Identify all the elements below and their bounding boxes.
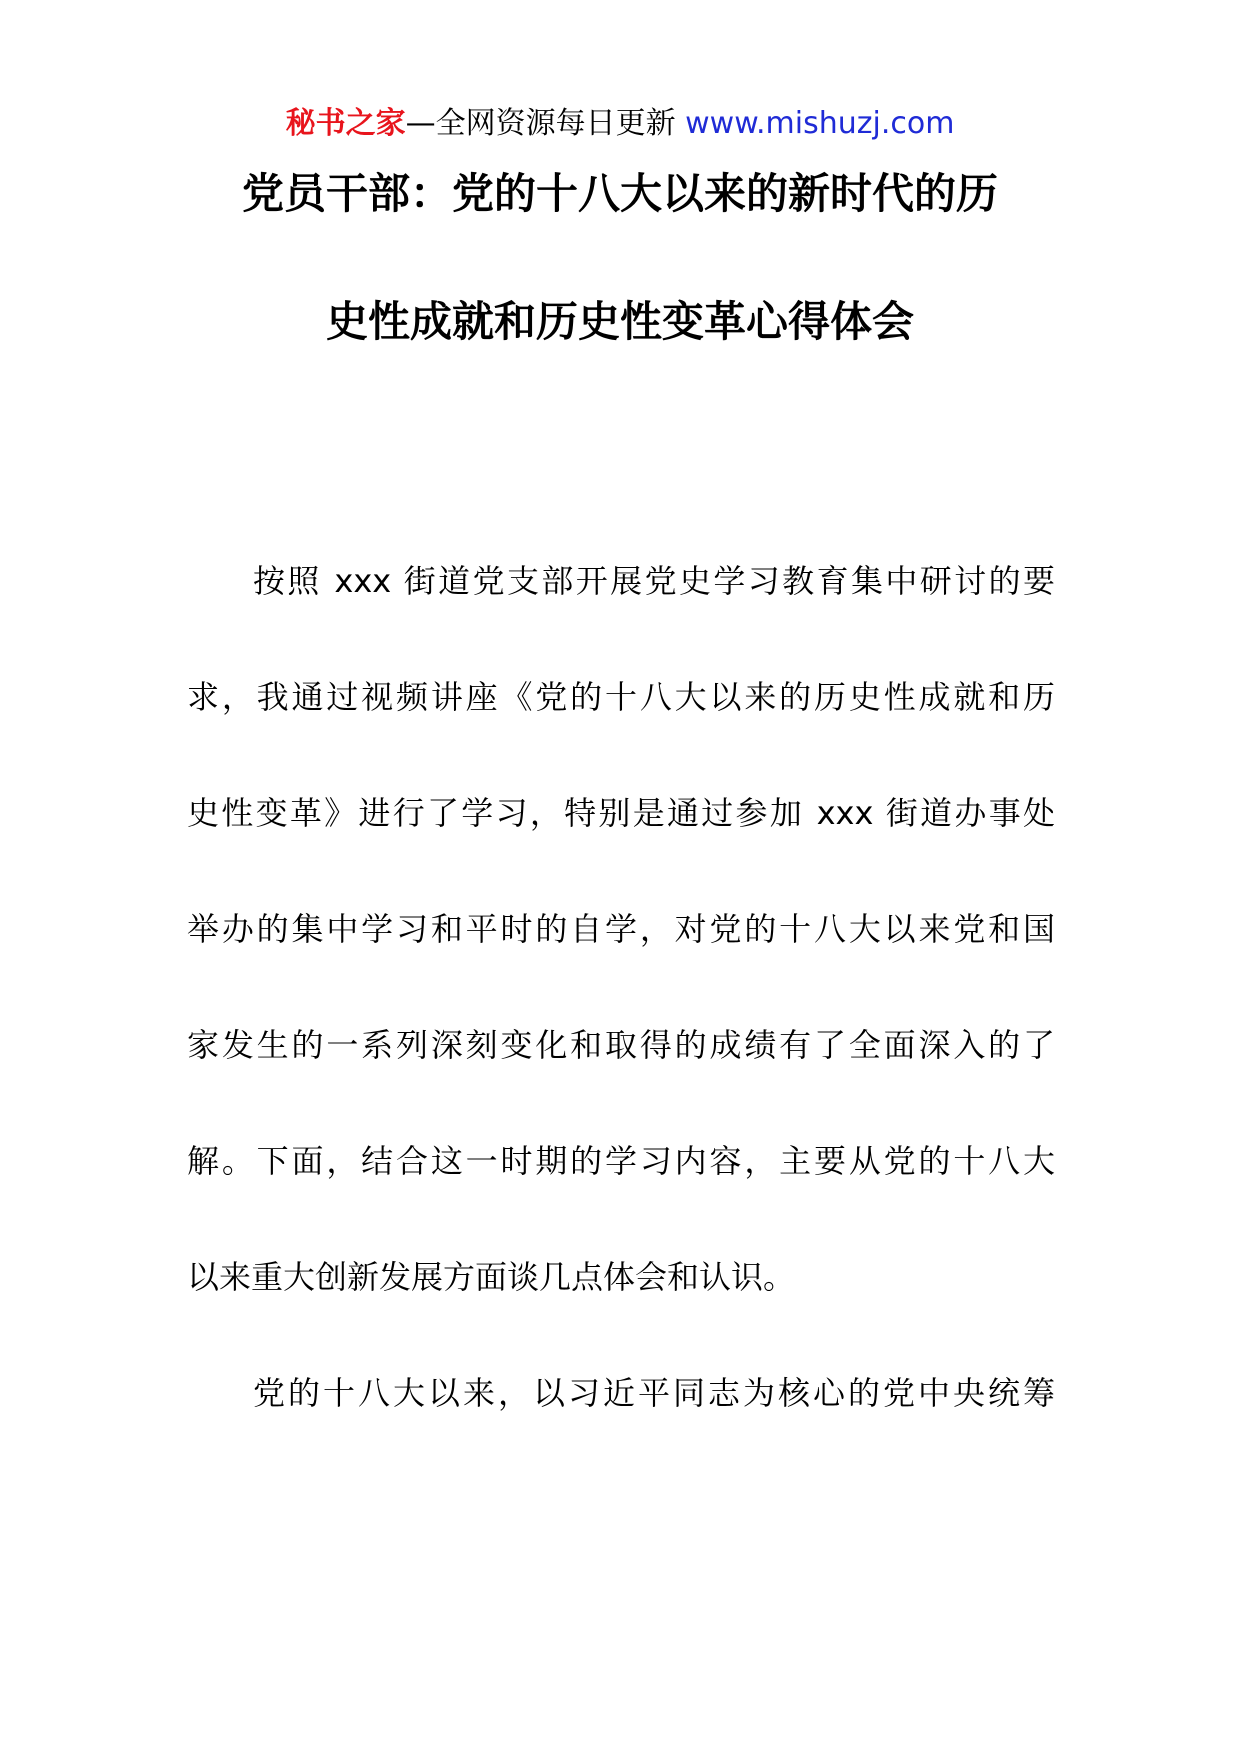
site-tagline: —全网资源每日更新 — [405, 106, 676, 141]
body-line-8: 党的十八大以来，以习近平同志为核心的党中央统筹 — [253, 1374, 1055, 1412]
body-line-6: 解。下面，结合这一时期的学习内容，主要从党的十八大 — [187, 1142, 1055, 1180]
body-line-7: 以来重大创新发展方面谈几点体会和认识。 — [187, 1258, 796, 1296]
site-header — [0, 102, 1240, 146]
body-line-3: 史性变革》进行了学习，特别是通过参加 xxx 街道办事处 — [187, 794, 1055, 832]
body-line-2: 求，我通过视频讲座《党的十八大以来的历史性成就和历 — [187, 678, 1055, 716]
body-line-4: 举办的集中学习和平时的自学，对党的十八大以来党和国 — [187, 910, 1055, 948]
document-title-line-2: 史性成就和历史性变革心得体会 — [325, 297, 914, 346]
site-url-link[interactable]: www.mishuzj.com — [685, 106, 955, 141]
document-title-line-1: 党员干部：党的十八大以来的新时代的历 — [241, 169, 998, 218]
site-brand: 秘书之家 — [285, 106, 406, 141]
body-line-1: 按照 xxx 街道党支部开展党史学习教育集中研讨的要 — [253, 562, 1055, 600]
body-line-5: 家发生的一系列深刻变化和取得的成绩有了全面深入的了 — [187, 1026, 1055, 1064]
